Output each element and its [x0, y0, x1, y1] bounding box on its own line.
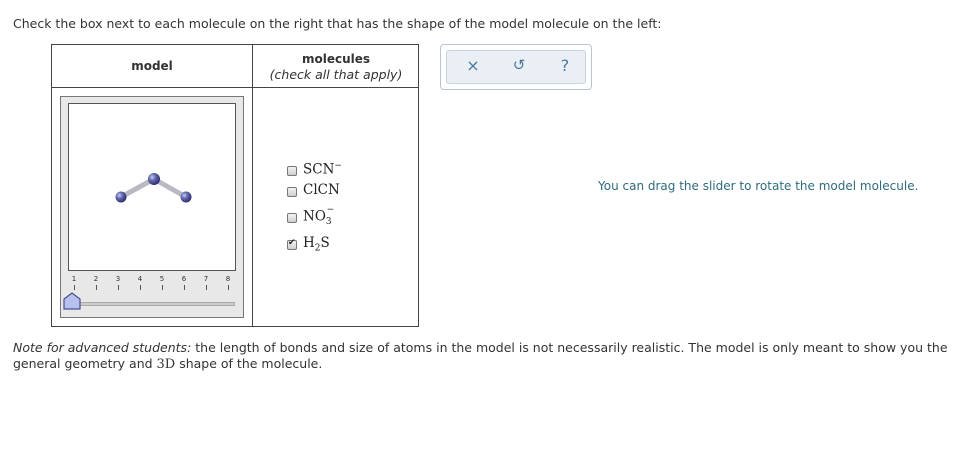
option-checkbox[interactable]: [287, 240, 297, 250]
atom-center: [148, 173, 160, 185]
tick-mark: [74, 285, 75, 290]
tick-mark: [96, 285, 97, 290]
tick-mark: [118, 285, 119, 290]
note-body-b: shape of the molecule.: [175, 356, 323, 371]
slider-hint: You can drag the slider to rotate the model molecule.: [598, 179, 919, 193]
option-label: $H_2S$: [303, 235, 330, 254]
undo-icon[interactable]: ↺: [512, 56, 526, 74]
slider-thumb[interactable]: [61, 291, 83, 311]
rotation-slider[interactable]: [61, 275, 243, 315]
molecule-model: [69, 104, 235, 270]
tick-mark: [228, 285, 229, 290]
header-divider: [52, 87, 418, 88]
option-checkbox[interactable]: [287, 166, 297, 176]
toolbar-inner: [446, 50, 586, 84]
tick-label: 1: [71, 275, 77, 283]
model-viewer: [60, 96, 244, 318]
answer-toolbar: [440, 44, 592, 90]
tick-mark: [140, 285, 141, 290]
molecule-canvas[interactable]: [68, 103, 236, 271]
option-label: ClCN: [303, 182, 340, 198]
tick-label: 6: [181, 275, 187, 283]
tick-mark: [206, 285, 207, 290]
option-checkbox[interactable]: [287, 187, 297, 197]
tick-mark: [162, 285, 163, 290]
option-label: $NO_3^-$: [303, 205, 335, 228]
note-lead: Note for advanced students:: [13, 340, 192, 355]
slider-track[interactable]: [71, 302, 235, 306]
help-icon[interactable]: ?: [560, 56, 570, 75]
tick-label: 5: [159, 275, 165, 283]
atom-left: [116, 192, 127, 203]
close-icon[interactable]: ×: [466, 56, 480, 75]
tick-label: 3: [115, 275, 121, 283]
tick-label: 8: [225, 275, 231, 283]
advanced-note: [13, 340, 963, 373]
note-3d: 3D: [156, 357, 176, 372]
note-body-a: the length of bonds and size of atoms in the model is not necessarily realistic. The model is only meant to show you the general geometry and: [13, 340, 948, 371]
molecules-subheader: (check all that apply): [269, 67, 403, 82]
instruction-text: Check the box next to each molecule on the right that has the shape of the model molecule on the left:: [13, 16, 662, 31]
molecules-header: molecules: [301, 52, 371, 66]
option-checkbox[interactable]: [287, 213, 297, 223]
tick-label: 7: [203, 275, 209, 283]
atom-right: [181, 192, 192, 203]
question-table: [51, 44, 419, 327]
model-header: model: [131, 59, 173, 73]
tick-label: 4: [137, 275, 143, 283]
option-label: SCN−: [303, 161, 342, 178]
tick-mark: [184, 285, 185, 290]
tick-label: 2: [93, 275, 99, 283]
